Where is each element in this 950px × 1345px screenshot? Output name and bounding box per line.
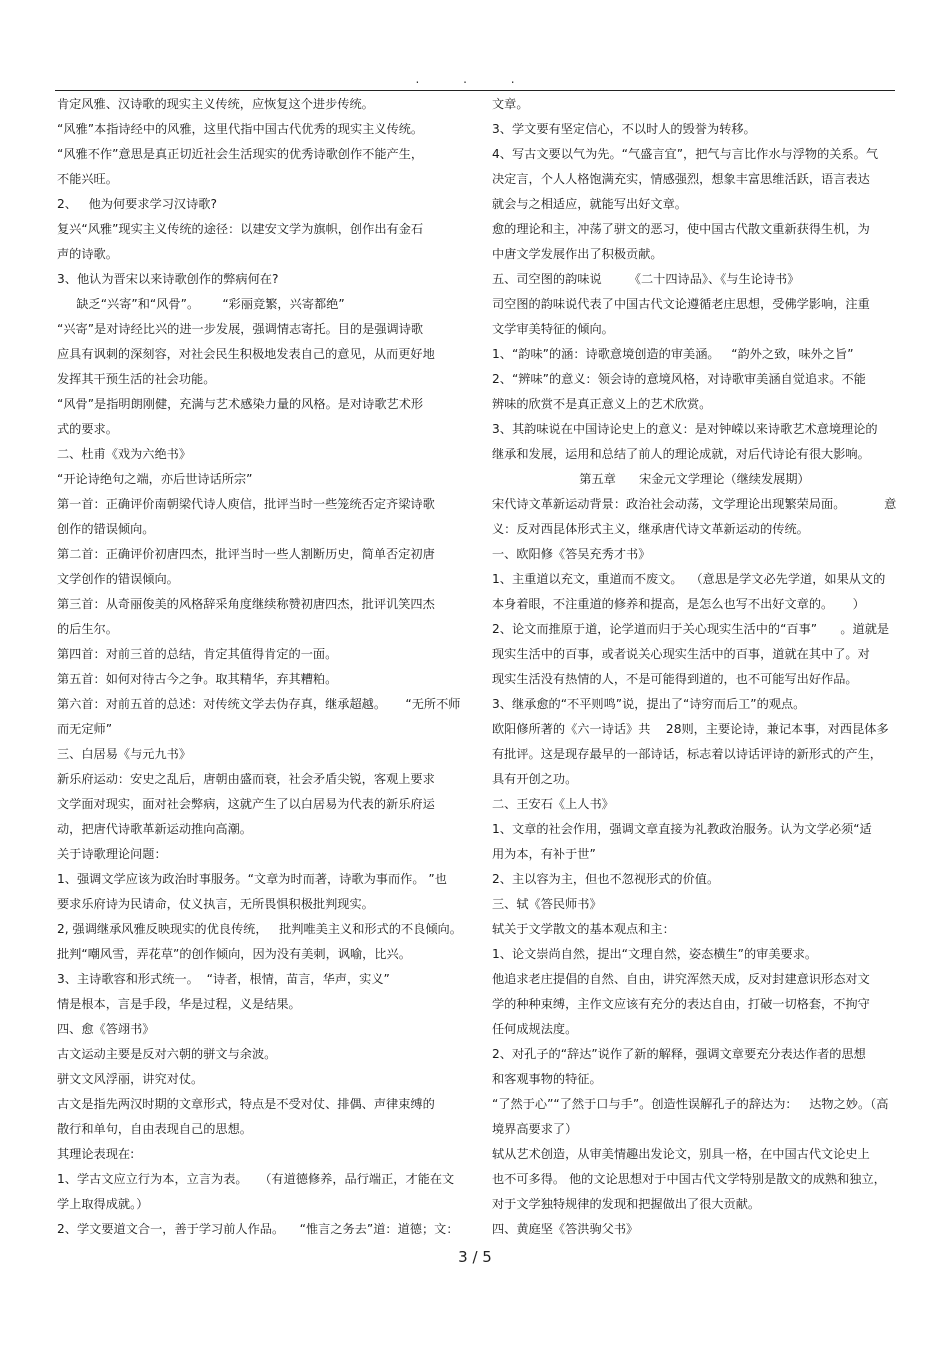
text-line: 而无定师” — [57, 722, 113, 736]
text-line: 学上取得成就。） — [57, 1197, 149, 1211]
text-line: 缺乏“兴寄”和“风骨”。 “彩丽竞繁，兴寄都绝” — [57, 297, 345, 311]
text-line: 对于文学独特规律的发现和把握做出了很大贡献。 — [492, 1197, 761, 1211]
text-line: 轼从艺术创造，从审美情趣出发论文，别具一格，在中国古代文论史上 — [492, 1147, 870, 1161]
text-line: 古文运动主要是反对六朝的骈文与余波。 — [57, 1047, 277, 1061]
text-line: 新乐府运动：安史之乱后，唐朝由盛而衰，社会矛盾尖锐，客观上要求 — [57, 772, 435, 786]
text-line: 3、学文要有坚定信心，不以时人的毁誉为转移。 — [492, 122, 756, 136]
text-line: 四、黄庭坚《答洪驹父书》 — [492, 1222, 639, 1236]
text-line: “兴寄”是对诗经比兴的进一步发展，强调情志寄托。目的是强调诗歌 — [57, 322, 424, 336]
text-line: 本身着眼，不注重道的修养和提高，是怎么也写不出好文章的。 ） — [492, 597, 865, 611]
text-line: 具有开创之功。 — [492, 772, 578, 786]
text-line: 用为本，有补于世” — [492, 847, 596, 861]
text-line: 发挥其干预生活的社会功能。 — [57, 372, 216, 386]
text-line: 3、他认为晋宋以来诗歌创作的弊病何在? — [57, 272, 279, 286]
text-line: 第三首：从奇丽俊美的风格辞采角度继续称赞初唐四杰，批评讥笑四杰 — [57, 597, 435, 611]
text-line: 3、其韵味说在中国诗论史上的意义：是对钟嵘以来诗歌艺术意境理论的 — [492, 422, 878, 436]
text-line: 四、愈《答翊书》 — [57, 1022, 155, 1036]
text-line: 2、对孔子的“辞达”说作了新的解释，强调文章要充分表达作者的思想 — [492, 1047, 866, 1061]
text-line: “风雅不作”意思是真正切近社会生活现实的优秀诗歌创作不能产生， — [57, 147, 424, 161]
text-line: 司空图的韵味说代表了中国古代文论遵循老庄思想，受佛学影响，注重 — [492, 297, 870, 311]
text-line: 1、论文崇尚自然，提出“文理自然，姿态横生”的审美要求。 — [492, 947, 818, 961]
text-line: 2、 他为何要求学习汉诗歌? — [57, 197, 217, 211]
text-line: 4、写古文要以气为先。“气盛言宜”，把气与言比作水与浮物的关系。气 — [492, 147, 879, 161]
text-line: 愈的理论和主，冲荡了骈文的恶习，使中国古代散文重新获得生机，为 — [492, 222, 870, 236]
left-column — [57, 92, 462, 1242]
text-line: 肯定风雅、汉诗歌的现实主义传统，应恢复这个进步传统。 — [57, 97, 374, 111]
text-line: 3、继承愈的“不平则鸣”说，提出了“诗穷而后工”的观点。 — [492, 697, 806, 711]
text-line: 第四首：对前三首的总结，肯定其值得肯定的一面。 — [57, 647, 338, 661]
text-line: 不能兴旺。 — [57, 172, 118, 186]
chapter-heading: 第五章 宋金元文学理论（继续发展期） — [579, 472, 810, 486]
page-number: 3 / 5 — [458, 1248, 492, 1266]
text-line: 文学面对现实，面对社会弊病，这就产生了以白居易为代表的新乐府运 — [57, 797, 435, 811]
text-line: 也不可多得。 他的文论思想对于中国古代文学特别是散文的成熟和独立， — [492, 1172, 886, 1186]
text-line: 轼关于文学散文的基本观点和主： — [492, 922, 675, 936]
text-line: 古文是指先两汉时期的文章形式，特点是不受对仗、排偶、声律束缚的 — [57, 1097, 435, 1111]
right-column — [492, 92, 897, 1242]
text-line: 三、白居易《与元九书》 — [57, 747, 192, 761]
text-line: 二、王安石《上人书》 — [492, 797, 614, 811]
text-line: 1、主重道以充文，重道而不废文。 （意思是学文必先学道，如果从文的 — [492, 572, 886, 586]
text-line: 义：反对西昆体形式主义，继承唐代诗文革新运动的传统。 — [492, 522, 809, 536]
text-line: “风雅”本指诗经中的风雅，这里代指中国古代优秀的现实主义传统。 — [57, 122, 424, 136]
text-line: 境界高要求了） — [492, 1122, 578, 1136]
text-line: 式的要求。 — [57, 422, 118, 436]
text-line: 复兴“风雅”现实主义传统的途径：以建安文学为旗帜，创作出有金石 — [57, 222, 424, 236]
text-line: “风骨”是指明朗刚健，充满与艺术感染力量的风格。是对诗歌艺术形 — [57, 397, 424, 411]
text-line: 中唐文学发展作出了积极贡献。 — [492, 247, 663, 261]
text-line: 3、主诗歌容和形式统一。 “诗者，根情，苗言，华声，实义” — [57, 972, 390, 986]
text-line: 1、学古文应立行为本，立言为表。 （有道德修养，品行端正，才能在文 — [57, 1172, 455, 1186]
text-line: 的后生尔。 — [57, 622, 118, 636]
text-line: 第一首：正确评价南朝梁代诗人庾信，批评当时一些笼统否定齐梁诗歌 — [57, 497, 435, 511]
text-line: 五、司空图的韵味说 《二十四诗品》、《与生论诗书》 — [492, 272, 800, 286]
text-line: 1、强调文学应该为政治时事服务。“文章为时而著，诗歌为事而作。 ”也 — [57, 872, 447, 886]
text-line: 其理论表现在: — [57, 1147, 135, 1161]
text-line: 应具有讽刺的深刻容，对社会民生积极地发表自己的意见，从而更好地 — [57, 347, 435, 361]
text-line: 现实生活中的百事，或者说关心现实生活中的百事，道就在其中了。对 — [492, 647, 870, 661]
text-line: 创作的错误倾向。 — [57, 522, 155, 536]
text-line: 二、杜甫《戏为六绝书》 — [57, 447, 192, 461]
text-line: 骈文文风浮丽，讲究对仗。 — [57, 1072, 204, 1086]
text-line: 就会与之相适应，就能写出好文章。 — [492, 197, 687, 211]
text-line: 一、欧阳修《答吴充秀才书》 — [492, 547, 651, 561]
text-line: 文学创作的错误倾向。 — [57, 572, 179, 586]
text-line: 2、论文而推原于道，论学道而归于关心现实生活中的“百事” 。道就是 — [492, 622, 890, 636]
text-line: 2、学文要道文合一，善于学习前人作品。 “惟言之务去”道：道德；文： — [57, 1222, 459, 1236]
text-line: 第五首：如何对待古今之争。取其精华，弃其糟粕。 — [57, 672, 338, 686]
text-line: 欧阳修所著的《六一诗话》共 28则，主要论诗，兼记本事，对西昆体多 — [492, 722, 889, 736]
text-line: 动，把唐代诗歌革新运动推向高潮。 — [57, 822, 252, 836]
text-line: 第六首：对前五首的总述：对传统文学去伪存真，继承超越。 “无所不师 — [57, 697, 461, 711]
text-line: 任何成规法度。 — [492, 1022, 578, 1036]
text-line: “了然于心”“了然于口与手”。创造性误解孔子的辞达为： 达物之妙。（高 — [492, 1097, 889, 1111]
header-rule — [55, 90, 895, 91]
text-line: 关于诗歌理论问题： — [57, 847, 167, 861]
text-line: 辨味的欣赏不是真正意义上的艺术欣赏。 — [492, 397, 712, 411]
text-line: 散行和单句，自由表现自己的思想。 — [57, 1122, 252, 1136]
text-line: “开论诗绝句之端，亦后世诗话所宗” — [57, 472, 253, 486]
text-line: 文学审美特征的倾向。 — [492, 322, 614, 336]
text-line: 批判“嘲风雪，弄花草”的创作倾向，因为没有美刺，讽喻，比兴。 — [57, 947, 411, 961]
text-line: 1、“韵味”的涵：诗歌意境创造的审美涵。 “韵外之致，味外之旨” — [492, 347, 854, 361]
text-line: 决定言，个人人格饱满充实，情感强烈，想象丰富思维活跃，语言表达 — [492, 172, 870, 186]
text-line: 和客观事物的特征。 — [492, 1072, 602, 1086]
text-line: 第二首：正确评价初唐四杰，批评当时一些人割断历史，简单否定初唐 — [57, 547, 435, 561]
text-line: 现实生活没有热情的人，不是可能得到道的，也不可能写出好作品。 — [492, 672, 858, 686]
text-line: 情是根本，言是手段，华是过程，义是结果。 — [57, 997, 301, 1011]
text-line: 声的诗歌。 — [57, 247, 118, 261]
text-line: 他追求老庄提倡的自然、自由，讲究浑然天成，反对封建意识形态对文 — [492, 972, 870, 986]
text-line: 2、主以容为主，但也不忽视形式的价值。 — [492, 872, 720, 886]
text-line: 学的种种束缚，主作文应该有充分的表达自由，打破一切格套，不拘守 — [492, 997, 870, 1011]
text-line: 文章。 — [492, 97, 529, 111]
text-line: 2, 强调继承风雅反映现实的优良传统， 批判唯美主义和形式的不良倾向。 — [57, 922, 462, 936]
text-line: 三、轼《答民师书》 — [492, 897, 602, 911]
text-line: 有批评。这是现存最早的一部诗话，标志着以诗话评诗的新形式的产生， — [492, 747, 882, 761]
text-line: 要求乐府诗为民请命，仗义执言，无所畏惧积极批判现实。 — [57, 897, 374, 911]
text-line: 宋代诗文革新运动背景：政治社会动荡，文学理论出现繁荣局面。 意 — [492, 497, 897, 511]
header-dots: . . . — [415, 72, 535, 86]
text-line: 2、“辨味”的意义：领会诗的意境风格，对诗歌审美涵自觉追求。不能 — [492, 372, 866, 386]
text-line: 继承和发展，运用和总结了前人的理论成就，对后代诗论有很大影响。 — [492, 447, 870, 461]
text-line: 1、文章的社会作用，强调文章直接为礼教政治服务。认为文学必须“适 — [492, 822, 872, 836]
